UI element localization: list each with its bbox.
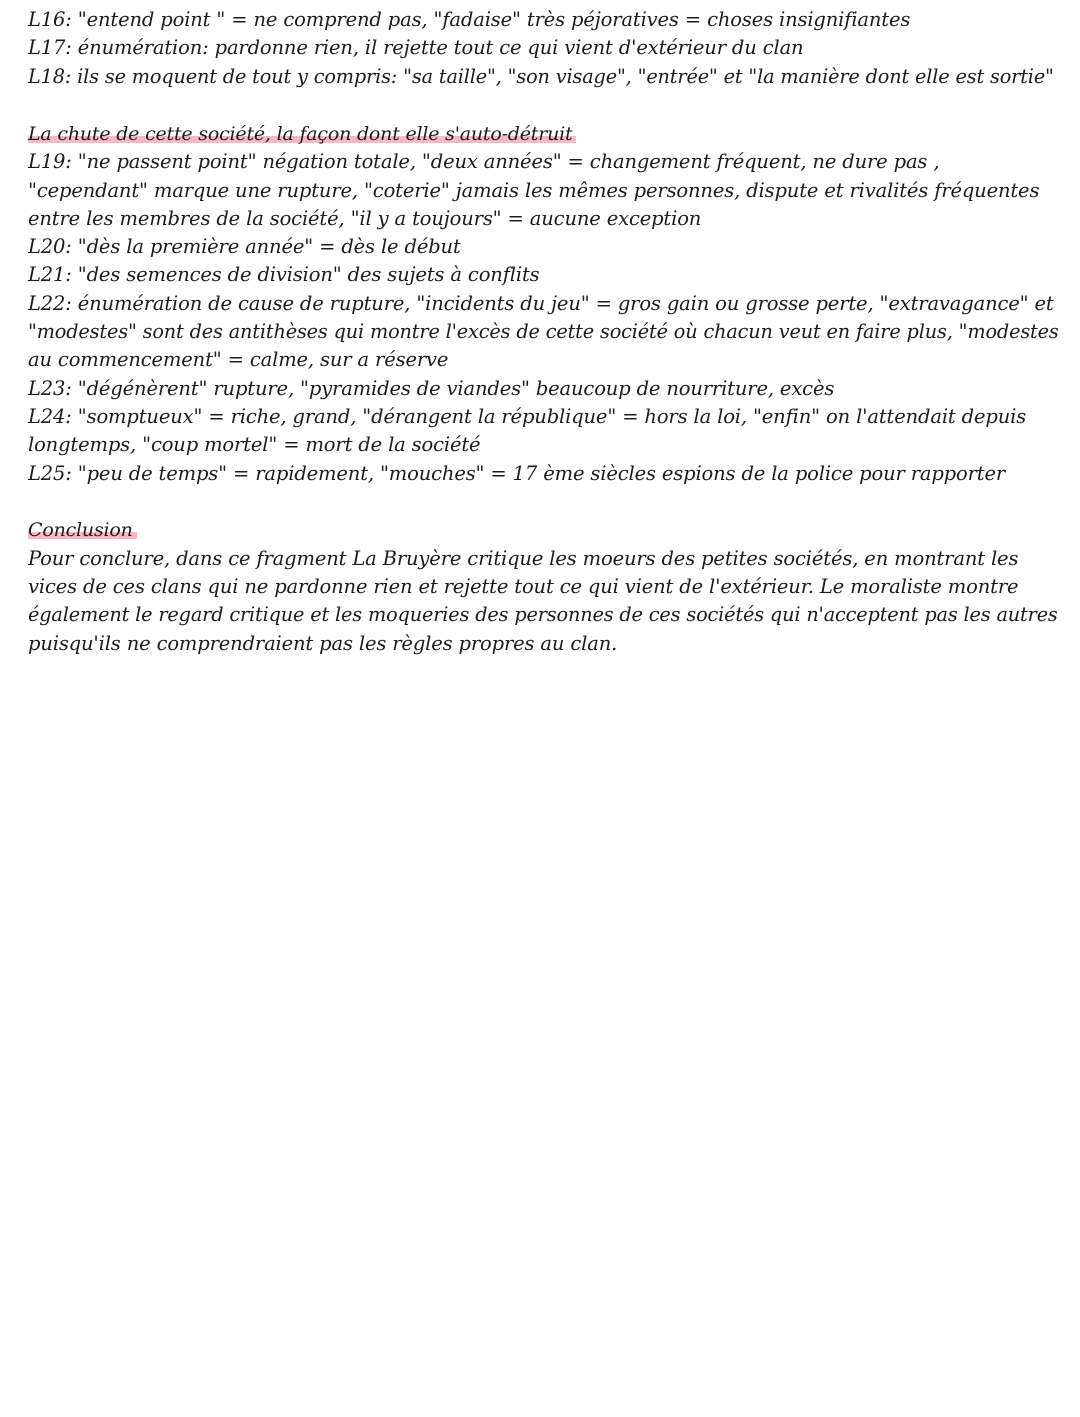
section-heading-chute <box>28 120 576 148</box>
highlighted-heading-text: Conclusion <box>28 519 137 541</box>
note-line-l20: L20: "dès la première année" = dès le début <box>28 235 461 258</box>
conclusion-line: également le regard critique et les moqueries des personnes de ces sociétés qui n'acceptent pas les autres <box>28 603 1058 626</box>
conclusion-line: puisqu'ils ne comprendraient pas les règles propres au clan. <box>28 632 618 655</box>
note-line: au commencement" = calme, sur a réserve <box>28 348 449 371</box>
highlighted-heading-text: La chute de cette société, la façon dont elle s'auto-détruit <box>28 123 576 145</box>
note-line-l17: L17: énumération: pardonne rien, il rejette tout ce qui vient d'extérieur du clan <box>28 36 804 59</box>
note-line-l16: L16: "entend point " = ne comprend pas, "fadaise" très péjoratives = choses insignifiantes <box>28 8 911 31</box>
note-line: entre les membres de la société, "il y a toujours" = aucune exception <box>28 207 702 230</box>
note-line-l18: L18: ils se moquent de tout y compris: "sa taille", "son visage", "entrée" et "la manière dont elle est sortie" <box>28 65 1054 88</box>
note-line: "modestes" sont des antithèses qui montre l'excès de cette société où chacun veut en faire plus, "modestes <box>28 320 1059 343</box>
section-heading-conclusion <box>28 516 137 544</box>
note-line-l23: L23: "dégénèrent" rupture, "pyramides de viandes" beaucoup de nourriture, excès <box>28 377 835 400</box>
note-line: longtemps, "coup mortel" = mort de la société <box>28 433 481 456</box>
note-line-l22: L22: énumération de cause de rupture, "incidents du jeu" = gros gain ou grosse perte, "extravagance" et <box>28 292 1054 315</box>
note-line-l25: L25: "peu de temps" = rapidement, "mouches" = 17 ème siècles espions de la police pour rapporter <box>28 462 1006 485</box>
note-line-l21: L21: "des semences de division" des sujets à conflits <box>28 263 540 286</box>
conclusion-line: vices de ces clans qui ne pardonne rien et rejette tout ce qui vient de l'extérieur. Le moraliste montre <box>28 575 1019 598</box>
conclusion-line: Pour conclure, dans ce fragment La Bruyère critique les moeurs des petites sociétés, en montrant les <box>28 547 1019 570</box>
note-line: "cependant" marque une rupture, "coterie" jamais les mêmes personnes, dispute et rivalités fréquentes <box>28 179 1040 202</box>
note-line-l19: L19: "ne passent point" négation totale, "deux années" = changement fréquent, ne dure pas , <box>28 150 940 173</box>
note-line-l24: L24: "somptueux" = riche, grand, "dérangent la république" = hors la loi, "enfin" on l'attendait depuis <box>28 405 1027 428</box>
